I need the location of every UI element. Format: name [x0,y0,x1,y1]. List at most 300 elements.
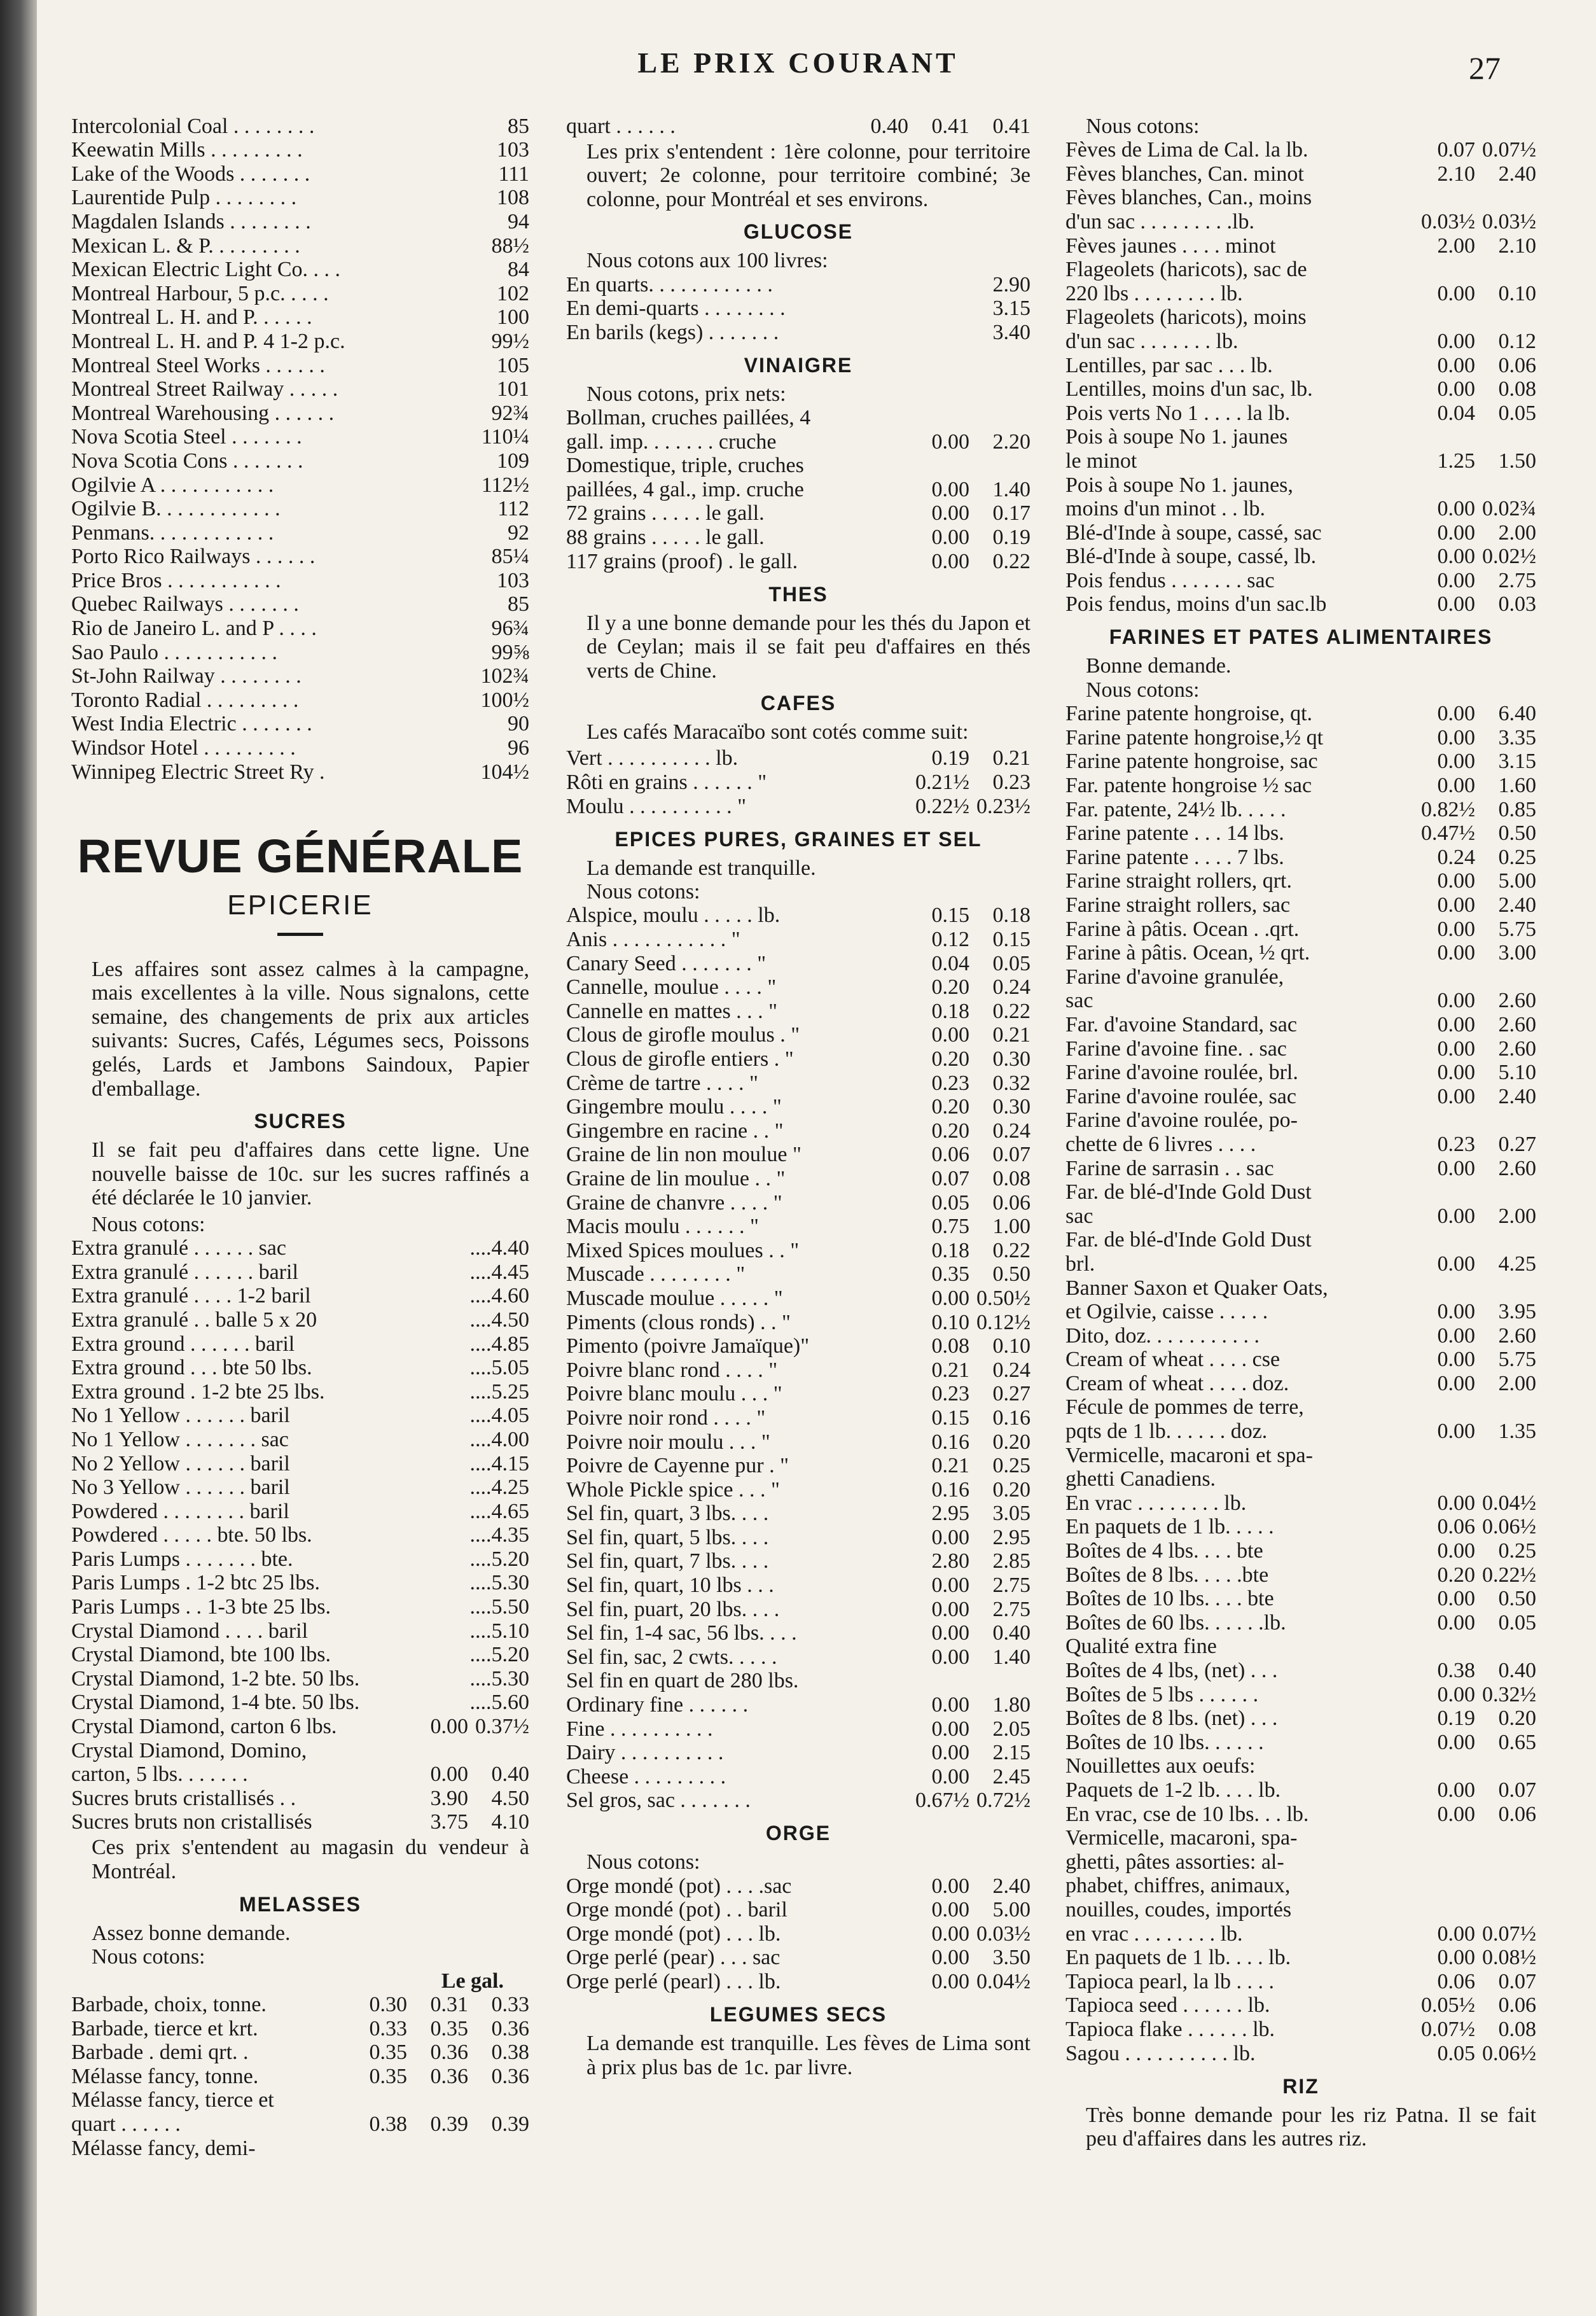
item-name: Muscade . . . . . . . . " [566,1262,746,1287]
item-price: 0.05 [1437,2041,1475,2065]
item-price: 0.02¾ [1482,497,1536,521]
price-row [1065,1109,1536,1133]
prix-note: Les prix s'entendent : 1ère colonne, pour territoire ouvert; 2e colonne, pour territoire combiné; 3e colonne, pour Montréal et ses environs. [586,139,1030,211]
item-price: ....4.05 [469,1404,529,1428]
price-row [566,1526,1030,1550]
item-price: 6.40 [1498,702,1536,726]
item-price: 2.40 [1498,162,1536,186]
price-row [71,2041,529,2065]
item-price: 96¾ [491,617,529,641]
item-name: Farine patente hongroise, sac [1065,750,1318,774]
price-row [71,688,529,713]
price-row [71,1739,529,1763]
legumes-list [1065,139,1536,617]
item-price: 0.24 [992,975,1030,1000]
item-price: 0.04 [1437,401,1475,425]
item-name: Boîtes de 5 lbs . . . . . . [1065,1682,1259,1706]
item-price: 0.00 [931,1693,969,1717]
item-price: 1.35 [1498,1420,1536,1444]
item-name: Tapioca pearl, la lb . . . . [1065,1969,1275,1993]
price-row [566,928,1030,952]
item-price: ....5.30 [469,1666,529,1691]
price-row [566,1263,1030,1287]
cafes-list [566,747,1030,819]
price-row [1065,1420,1536,1444]
item-price: 85 [508,592,529,617]
item-price: 2.20 [992,429,1030,454]
item-name: Nova Scotia Steel . . . . . . . [71,425,302,449]
item-name: Sucres bruts non cristallisés [71,1810,312,1834]
price-row [1065,1396,1536,1420]
item-name: Crystal Diamond, 1-4 bte. 50 lbs. [71,1691,360,1715]
item-price: ....4.60 [469,1284,529,1308]
item-price: 0.15 [931,1406,969,1430]
price-row [71,1500,529,1524]
item-name: Fèves de Lima de Cal. la lb. [1065,138,1308,162]
price-row [71,1787,529,1811]
price-row [1065,1324,1536,1348]
item-price: 104½ [480,760,529,784]
item-name: Rio de Janeiro L. and P . . . . [71,617,317,641]
item-price: 0.02½ [1482,545,1536,569]
item-name: En vrac . . . . . . . . lb. [1065,1491,1247,1515]
item-name: gall. imp. . . . . . . cruche [566,429,777,454]
item-name: Orge perlé (pear) . . . sac [566,1946,781,1970]
glucose-list [566,273,1030,345]
item-price: 99½ [491,329,529,353]
price-row [71,1285,529,1309]
price-row [566,1573,1030,1598]
price-row [1065,822,1536,846]
item-price: 103 [497,138,529,162]
item-name: Extra granulé . . . . . . sac [71,1236,286,1260]
price-row [566,1047,1030,1071]
item-name: Fécule de pommes de terre, [1065,1395,1304,1420]
price-row [71,139,529,163]
item-price: 0.12½ [976,1310,1030,1334]
item-price: 0.27 [1498,1132,1536,1156]
item-name: 220 lbs . . . . . . . . lb. [1065,281,1243,305]
price-row [566,115,1030,139]
item-price: 0.00 [1437,1922,1475,1946]
thes-paragraph: Il y a une bonne demande pour les thés du Japon et de Ceylan; mais il se fait peu d'affaires en thés verts de Chine. [586,611,1030,683]
sucres-note: Ces prix s'entendent au magasin du vendeur à Montréal. [92,1836,529,1883]
price-row [566,1119,1030,1143]
item-price: 0.07 [1437,138,1475,162]
item-name: Mexican L. & P. . . . . . . . . [71,234,300,258]
item-name: Montreal L. H. and P. . . . . . [71,305,312,330]
price-row [1065,1707,1536,1731]
price-row [566,502,1030,526]
vinaigre-label: Nous cotons, prix nets: [586,382,786,406]
item-name: Vert . . . . . . . . . . lb. [566,746,739,771]
price-row [1065,1539,1536,1563]
item-price: 84 [508,258,529,282]
le-gal-header: Le gal. [441,1969,504,1993]
price-row [1065,378,1536,402]
orge-label: Nous cotons: [586,1850,700,1874]
item-name: Sel fin, quart, 10 lbs . . . [566,1573,774,1598]
item-name: Extra granulé . . . . 1-2 baril [71,1284,311,1308]
melasses-heading: MELASSES [239,1892,362,1916]
item-price: 0.20 [931,1095,969,1119]
price-row [1065,593,1536,617]
item-price: 0.39 [430,2112,468,2136]
item-name: Nouillettes aux oeufs: [1065,1754,1256,1778]
price-row [71,1811,529,1835]
item-price: ....5.30 [469,1571,529,1595]
item-name: Macis moulu . . . . . . " [566,1215,759,1239]
item-name: Cannelle, moulue . . . . " [566,975,777,1000]
price-row [1065,1181,1536,1205]
item-price: 3.40 [992,320,1030,344]
price-row [1065,774,1536,798]
item-price: 0.06 [992,1190,1030,1215]
price-row [71,1643,529,1668]
item-name: Farine patente hongroise, qt. [1065,702,1313,726]
item-name: Dairy . . . . . . . . . . [566,1741,724,1765]
item-price: 0.30 [992,1095,1030,1119]
item-price: 1.60 [1498,774,1536,798]
item-price: 0.25 [1498,845,1536,869]
item-price: 0.00 [931,1874,969,1898]
price-row [71,426,529,450]
item-price: 85 [508,114,529,138]
item-name: Paquets de 1-2 lb. . . . lb. [1065,1778,1281,1802]
item-name: quart . . . . . . [71,2112,181,2136]
item-price: 0.24 [992,1119,1030,1143]
item-name: Pois fendus, moins d'un sac.lb [1065,592,1327,617]
item-price: 3.00 [1498,941,1536,965]
item-price: 0.33 [369,2016,407,2040]
item-name: Moulu . . . . . . . . . . " [566,794,747,818]
item-price: 0.36 [430,2040,468,2065]
item-name: Sel fin, sac, 2 cwts. . . . . [566,1645,777,1669]
price-row [1065,942,1536,966]
price-row [1065,750,1536,774]
price-row [566,297,1030,321]
item-name: No 2 Yellow . . . . . . baril [71,1451,290,1475]
item-name: Far. patente hongroise ½ sac [1065,774,1312,798]
orge-heading: ORGE [765,1822,831,1845]
item-name: Flageolets (haricots), moins [1065,305,1307,330]
item-price: 0.00 [1437,989,1475,1013]
item-name: Flageolets (haricots), sac de [1065,258,1307,282]
item-price: 0.25 [1498,1539,1536,1563]
item-price: 3.35 [1498,725,1536,750]
melasses-label: Nous cotons: [92,1945,205,1969]
item-name: Barbade, choix, tonne. [71,1992,267,2016]
price-row [71,210,529,234]
item-price: 0.20 [1498,1706,1536,1731]
price-row [1065,473,1536,498]
price-row [71,736,529,760]
item-price: 0.21 [931,1454,969,1478]
price-row [71,401,529,426]
cafes-heading: CAFES [760,692,836,715]
item-price: ....5.60 [469,1691,529,1715]
price-row [71,473,529,498]
price-row [566,1383,1030,1407]
item-price: ....5.20 [469,1547,529,1571]
item-name: Sel fin, 1-4 sac, 56 lbs. . . . [566,1621,797,1645]
item-name: Nova Scotia Cons . . . . . . . [71,449,303,473]
item-price: 0.21 [931,1358,969,1382]
price-row [1065,1778,1536,1803]
item-price: 0.00 [1437,1539,1475,1563]
price-row [566,1550,1030,1574]
price-row [566,406,1030,430]
price-row [566,1741,1030,1766]
item-name: Montreal Warehousing . . . . . . [71,401,335,425]
price-row [1065,1013,1536,1037]
item-name: Sel fin, puart, 20 lbs. . . . [566,1597,780,1621]
item-price: 3.15 [992,296,1030,321]
vinaigre-heading: VINAIGRE [744,353,853,377]
item-name: Paris Lumps . . . . . . . bte. [71,1547,293,1571]
item-price: ....5.10 [469,1619,529,1643]
item-price: 2.75 [992,1573,1030,1598]
item-price: 1.25 [1437,449,1475,473]
item-name: Clous de girofle entiers . " [566,1047,794,1071]
price-row [71,1476,529,1500]
price-row [566,1502,1030,1526]
item-price: 0.07 [931,1166,969,1190]
item-name: Mixed Spices moulues . . " [566,1238,800,1262]
price-row [566,771,1030,795]
intro-paragraph: Les affaires sont assez calmes à la campagne, mais excellentes à la ville. Nous signalons, cette semaine, des changements de prix aux articles suivants: Sucres, Cafés, Légumes secs, Poissons gelés, Lards et Jambons Saindoux, Papier d'emballage. [92,957,529,1101]
item-price: 0.07 [992,1143,1030,1167]
item-name: Barbade . demi qrt. . [71,2040,249,2065]
price-row [1065,1803,1536,1827]
item-price: ....5.25 [469,1379,529,1404]
price-row [71,1547,529,1572]
item-name: quart . . . . . . [566,114,676,138]
item-price: 0.07 [1498,1778,1536,1802]
item-name: Sel fin en quart de 280 lbs. [566,1669,799,1693]
price-row [1065,282,1536,306]
item-name: St-John Railway . . . . . . . . [71,664,302,688]
item-price: 0.16 [931,1430,969,1454]
item-name: Extra ground . . . bte 50 lbs. [71,1356,312,1380]
price-row [566,1693,1030,1717]
item-price: 2.40 [1498,1084,1536,1108]
item-name: Farine patente . . . 14 lbs. [1065,821,1284,846]
price-row [566,952,1030,976]
item-name: Orge mondé (pot) . . baril [566,1898,788,1922]
price-row [1065,1659,1536,1683]
item-name: Orge perlé (pearl) . . . lb. [566,1969,781,1993]
price-row [1065,1731,1536,1755]
item-price: 0.10 [931,1310,969,1334]
item-name: Vermicelle, macaroni, spa- [1065,1826,1298,1850]
price-row [566,1946,1030,1971]
item-name: Powdered . . . . . . . . baril [71,1499,289,1523]
price-row [1065,893,1536,917]
item-name: En quarts. . . . . . . . . . . . [566,272,773,296]
item-price: 85¼ [491,545,529,569]
item-name: Crystal Diamond, Domino, [71,1738,307,1762]
item-name: Piments (clous ronds) . . " [566,1310,791,1334]
item-price: 0.32½ [1482,1682,1536,1706]
item-name: Paris Lumps . . 1-3 bte 25 lbs. [71,1595,331,1619]
price-row [1065,1874,1536,1899]
item-price: 0.00 [430,1762,468,1787]
item-price: 3.95 [1498,1300,1536,1324]
item-price: 0.00 [1437,1252,1475,1276]
item-name: Crystal Diamond, carton 6 lbs. [71,1715,337,1739]
item-price: 0.04½ [976,1969,1030,1993]
price-row [566,747,1030,771]
price-row [566,976,1030,1000]
price-row [566,1024,1030,1048]
item-price: 2.00 [1498,520,1536,545]
item-price: 0.23 [931,1071,969,1095]
price-row [566,795,1030,819]
item-price: 1.50 [1498,449,1536,473]
item-price: 0.36 [491,2064,529,2088]
price-row [1065,1683,1536,1707]
price-row [71,449,529,473]
item-name: West India Electric . . . . . . . [71,712,312,736]
item-price: 0.32 [992,1071,1030,1095]
item-name: Cannelle en mattes . . . " [566,999,778,1023]
item-price: 0.40 [491,1762,529,1787]
item-name: Penmans. . . . . . . . . . . . [71,520,274,545]
price-row [566,1167,1030,1191]
price-row [1065,1301,1536,1325]
item-price: 111 [498,162,529,186]
price-row [71,1595,529,1619]
price-row [566,1598,1030,1622]
price-row [566,1287,1030,1311]
item-price: 0.30 [369,1992,407,2016]
item-price: 0.36 [491,2016,529,2040]
item-name: En barils (kegs) . . . . . . . [566,320,779,344]
item-price: 0.06 [931,1143,969,1167]
price-row [1065,498,1536,522]
item-price: 103 [497,568,529,592]
item-price: 4.50 [491,1786,529,1810]
item-price: 1.40 [992,1645,1030,1669]
item-price: 0.08 [992,1166,1030,1190]
item-price: 0.25 [992,1454,1030,1478]
price-row [71,617,529,641]
item-name: Barbade, tierce et krt. [71,2016,258,2040]
page-number: 27 [1469,50,1501,86]
item-price: 112 [497,497,529,521]
item-price: 0.20 [931,1119,969,1143]
item-price: 0.40 [992,1621,1030,1645]
item-price: 3.75 [430,1810,468,1834]
price-row [1065,965,1536,989]
item-price: 0.20 [931,975,969,1000]
item-price: 0.00 [931,1898,969,1922]
item-name: Whole Pickle spice . . . " [566,1477,780,1502]
item-price: 0.00 [1437,1420,1475,1444]
item-price: 0.35 [369,2064,407,2088]
item-price: 0.00 [1437,1012,1475,1036]
item-name: Boîtes de 8 lbs. . . . .bte [1065,1563,1269,1587]
item-name: paillées, 4 gal., imp. cruche [566,477,804,501]
item-name: Pimento (poivre Jamaïque)" [566,1334,810,1358]
item-price: 5.75 [1498,917,1536,941]
price-row [566,1645,1030,1670]
item-price: 2.10 [1498,234,1536,258]
item-name: 72 grains . . . . . le gall. [566,501,765,526]
item-price: 0.00 [1437,329,1475,353]
item-price: ....4.25 [469,1475,529,1500]
item-price: 0.20 [1437,1563,1475,1587]
item-name: No 1 Yellow . . . . . . baril [71,1404,290,1428]
item-price: 110¼ [481,425,529,449]
item-name: Fèves blanches, Can., moins [1065,186,1312,210]
item-name: Farine d'avoine fine. . sac [1065,1036,1287,1061]
epicerie-subtitle: EPICERIE [227,889,373,921]
item-name: Paris Lumps . 1-2 btc 25 lbs. [71,1571,320,1595]
item-price: ....4.40 [469,1236,529,1260]
item-price: 0.12 [1498,329,1536,353]
item-price: 0.40 [1498,1659,1536,1682]
item-price: 0.12 [931,928,969,952]
item-price: 2.10 [1437,162,1475,186]
price-row [1065,210,1536,234]
price-row [1065,569,1536,593]
item-price: 0.00 [931,1286,969,1310]
item-price: 0.50 [1498,821,1536,846]
item-name: Graine de lin moulue . . " [566,1166,786,1190]
item-name: Montreal L. H. and P. 4 1-2 p.c. [71,329,345,353]
price-row [1065,1444,1536,1468]
item-name: Orge mondé (pot) . . . .sac [566,1874,792,1898]
item-name: Boîtes de 10 lbs. . . . . . [1065,1730,1264,1754]
vinaigre-list [566,406,1030,573]
item-price: 0.00 [931,477,969,501]
farines-heading: FARINES ET PATES ALIMENTAIRES [1109,625,1493,649]
item-name: Farine d'avoine roulée, brl. [1065,1061,1298,1085]
item-price: 0.82½ [1421,797,1475,821]
item-name: nouilles, coudes, importés [1065,1897,1292,1922]
item-price: 0.00 [1437,1946,1475,1970]
item-name: Far. d'avoine Standard, sac [1065,1012,1297,1036]
item-price: 0.36 [430,2064,468,2088]
price-row [1065,1922,1536,1946]
column-1 [71,115,529,2161]
price-row [566,1430,1030,1454]
item-price: 0.00 [931,525,969,549]
item-price: 99⅝ [491,640,529,664]
sucres-paragraph: Il se fait peu d'affaires dans cette ligne. Une nouvelle baisse de 10c. sur les sucres raffinés a été déclarée le 10 janvier. [92,1138,529,1210]
item-name: Banner Saxon et Quaker Oats, [1065,1276,1328,1300]
item-name: Lake of the Woods . . . . . . . [71,162,310,186]
item-name: Mexican Electric Light Co. . . . [71,258,340,282]
item-name: Sel gros, sac . . . . . . . [566,1789,751,1813]
item-price: 0.23 [1437,1132,1475,1156]
item-name: Boîtes de 4 lbs. . . . bte [1065,1539,1263,1563]
item-price: 2.85 [992,1549,1030,1573]
price-row [71,354,529,378]
item-price: 5.00 [992,1898,1030,1922]
price-row [71,186,529,211]
price-row [566,1899,1030,1923]
item-price: 2.60 [1498,989,1536,1013]
item-price: 0.00 [430,1715,468,1739]
item-price: 0.00 [1437,1204,1475,1228]
price-row [1065,354,1536,378]
farines-list [1065,702,1536,2066]
item-price: 0.75 [931,1215,969,1239]
item-name: Lentilles, par sac . . . lb. [1065,353,1273,377]
